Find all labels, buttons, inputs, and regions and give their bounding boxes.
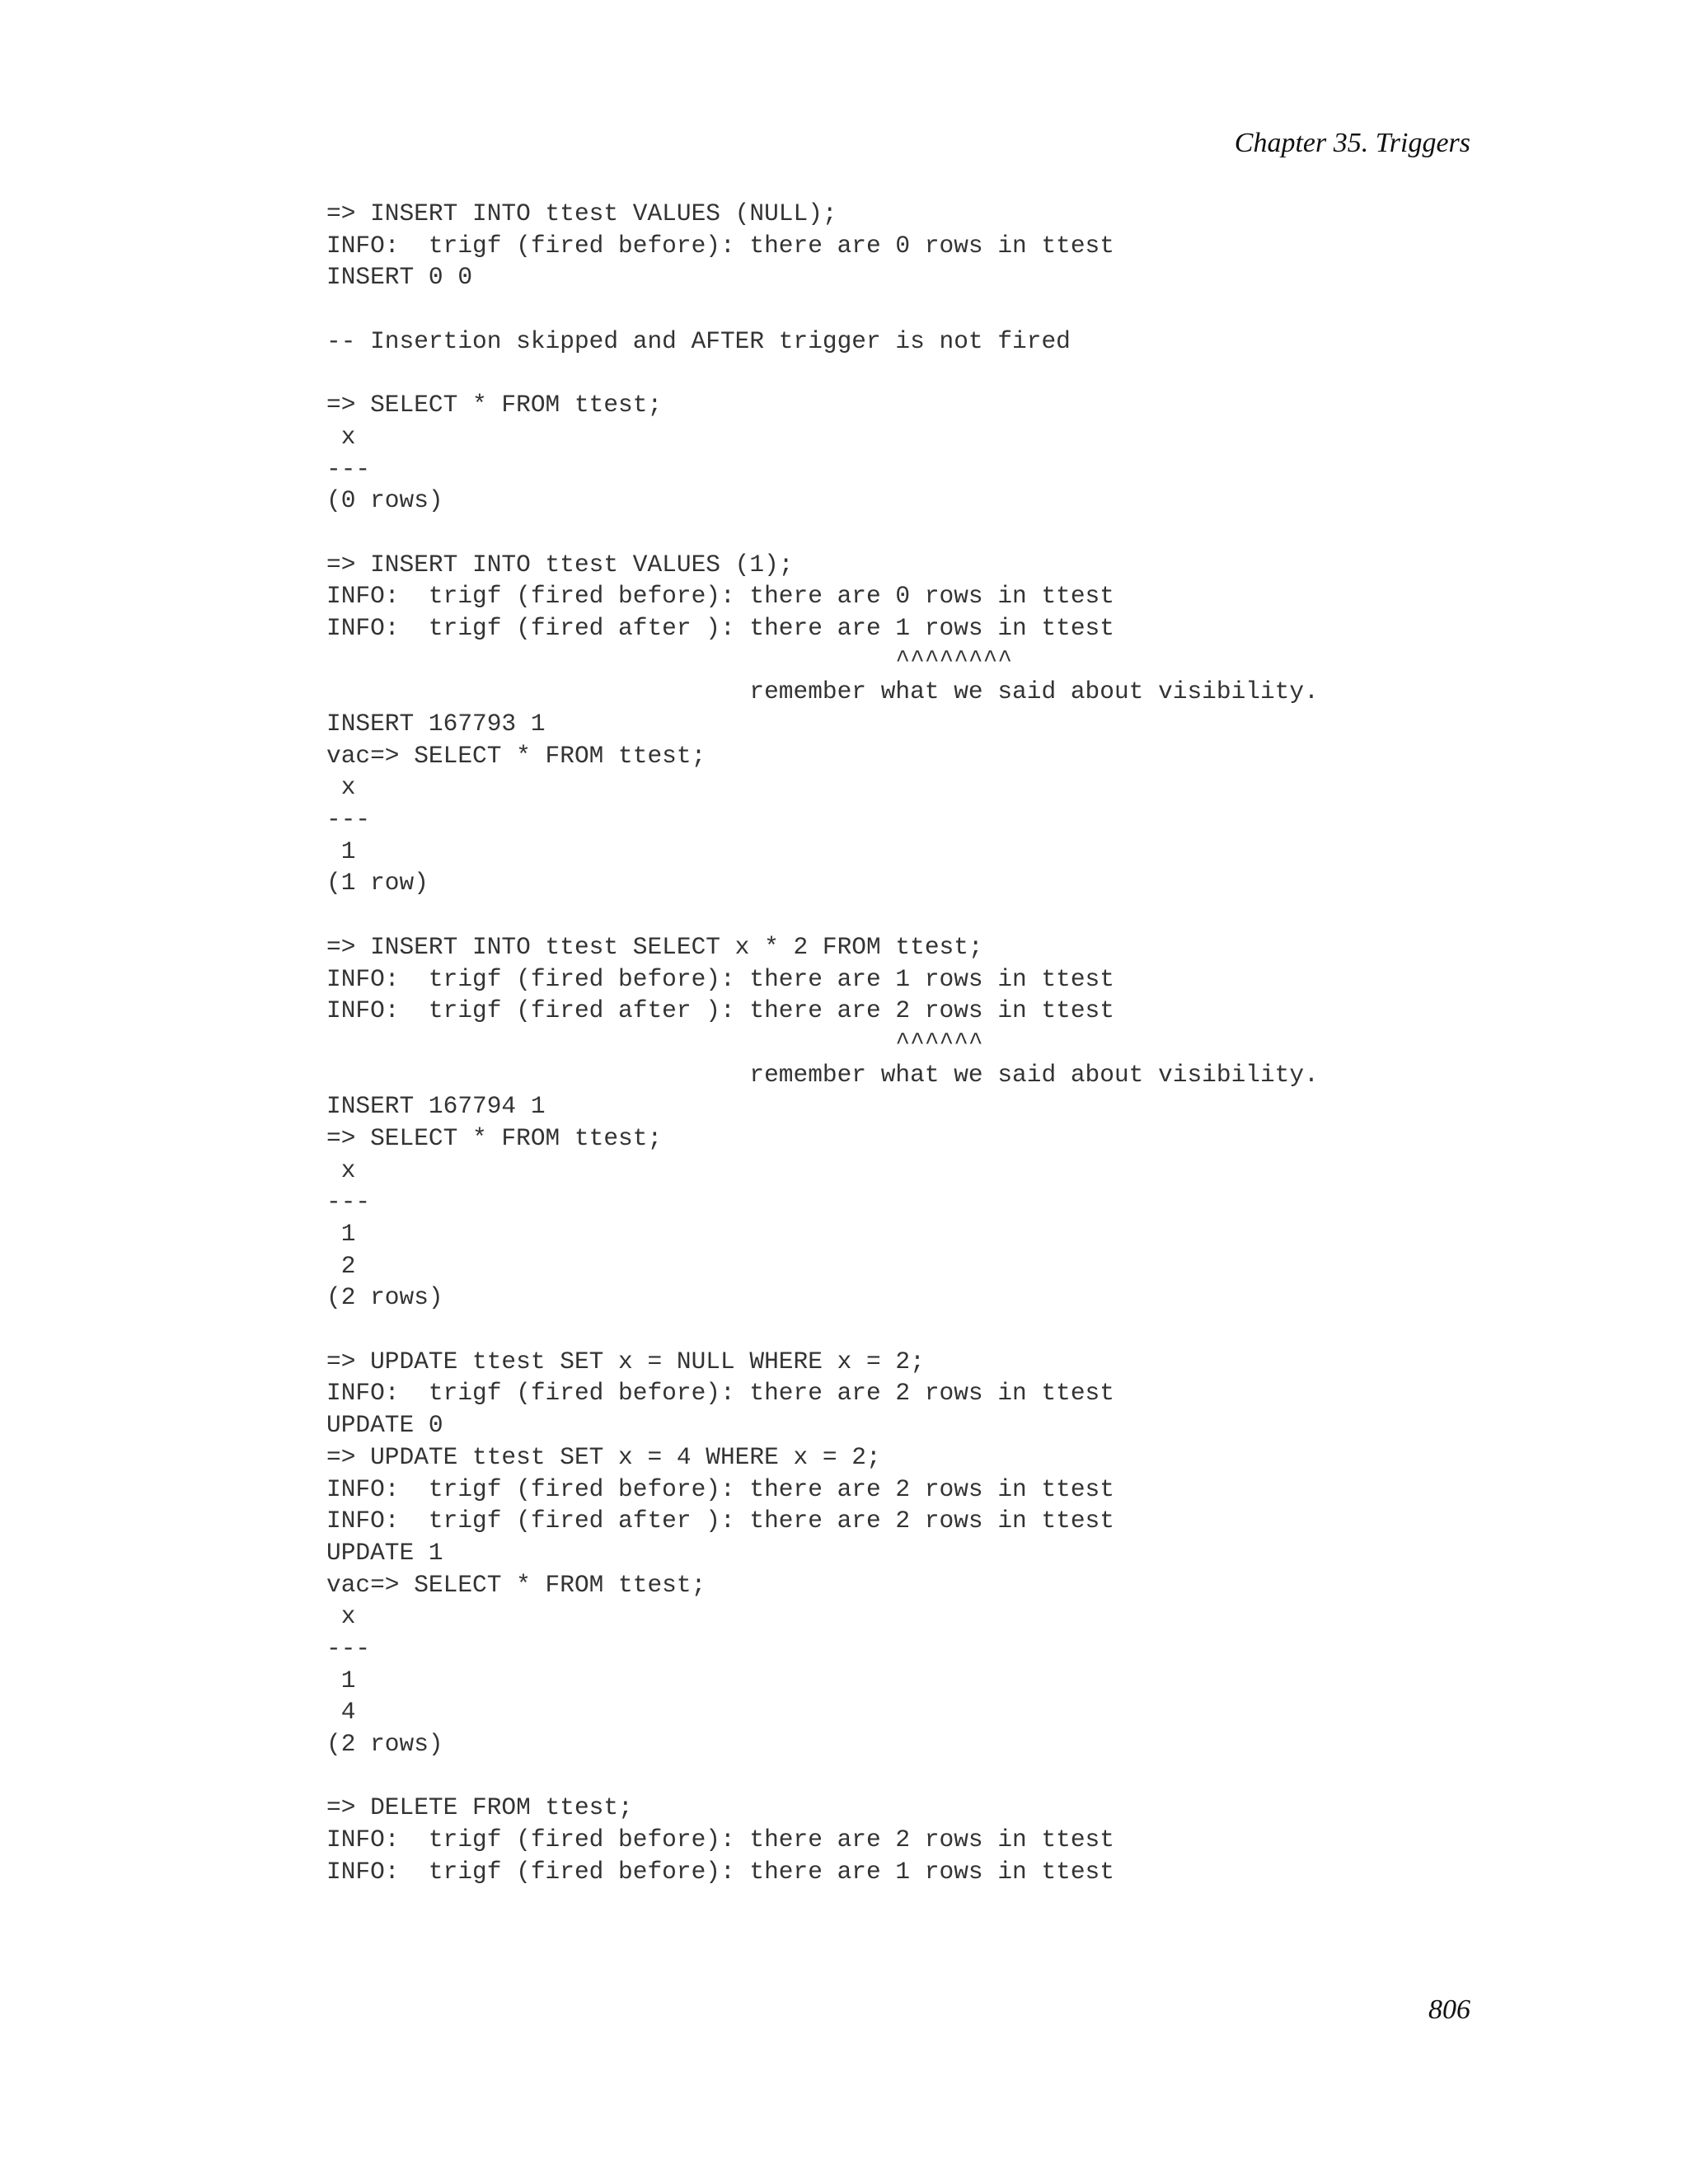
code-line [326,357,1319,389]
code-line: 1 [326,837,356,865]
code-line: => DELETE FROM ttest; [326,1793,633,1822]
code-line: x [326,1602,356,1631]
code-line: INFO: trigf (fired after ): there are 1 rows in ttest [326,613,1114,642]
code-line: --- [326,1188,371,1216]
code-line: x [326,422,356,451]
code-line: => SELECT * FROM ttest; [326,391,663,419]
code-line: => INSERT INTO ttest VALUES (1); [326,550,794,579]
code-line [326,899,1319,931]
code-line: --- [326,454,371,483]
code-line: INFO: trigf (fired before): there are 2 rows in ttest [326,1825,1114,1854]
code-line: => INSERT INTO ttest SELECT x * 2 FROM ttest; [326,932,983,961]
code-line: -- Insertion skipped and AFTER trigger is not fired [326,326,1071,355]
code-line: 4 [326,1698,356,1727]
code-line: vac=> SELECT * FROM ttest; [326,1570,706,1599]
code-line: INFO: trigf (fired before): there are 1 rows in ttest [326,964,1114,993]
code-line [326,1314,1319,1346]
code-line: => UPDATE ttest SET x = 4 WHERE x = 2; [326,1442,881,1471]
code-line: 2 [326,1251,356,1280]
code-line: => SELECT * FROM ttest; [326,1123,663,1152]
code-line [326,517,1319,549]
code-line: x [326,773,356,802]
code-line: INFO: trigf (fired before): there are 1 rows in ttest [326,1857,1114,1886]
code-line: x [326,1155,356,1184]
code-line: INFO: trigf (fired after ): there are 2 rows in ttest [326,1507,1114,1535]
code-line: INFO: trigf (fired after ): there are 2 rows in ttest [326,996,1114,1025]
code-line: INSERT 0 0 [326,263,473,292]
code-line: INFO: trigf (fired before): there are 0 rows in ttest [326,582,1114,611]
code-line: => UPDATE ttest SET x = NULL WHERE x = 2; [326,1347,925,1376]
code-line: ^^^^^^^^ [326,645,1013,674]
code-line: --- [326,1633,371,1662]
code-line: 1 [326,1220,356,1248]
code-line [326,1760,1319,1793]
code-line: vac=> SELECT * FROM ttest; [326,741,706,770]
code-line: INFO: trigf (fired before): there are 0 rows in ttest [326,231,1114,260]
code-line: (2 rows) [326,1283,443,1312]
code-line: (0 rows) [326,486,443,515]
code-line [326,293,1319,326]
code-listing [326,198,1319,1887]
page-number: 806 [1428,1994,1470,2025]
code-line: 1 [326,1666,356,1694]
code-line: INSERT 167793 1 [326,710,546,738]
code-line: remember what we said about visibility. [326,1060,1319,1089]
code-line: INFO: trigf (fired before): there are 2 rows in ttest [326,1474,1114,1503]
code-line: remember what we said about visibility. [326,677,1319,706]
code-line: => INSERT INTO ttest VALUES (NULL); [326,199,837,227]
code-line: (1 row) [326,869,429,898]
code-line: UPDATE 1 [326,1538,443,1567]
code-line: INFO: trigf (fired before): there are 2 rows in ttest [326,1379,1114,1408]
code-line: INSERT 167794 1 [326,1092,546,1121]
code-line: (2 rows) [326,1730,443,1758]
code-line: UPDATE 0 [326,1411,443,1440]
chapter-header: Chapter 35. Triggers [1234,128,1470,158]
code-line: --- [326,805,371,834]
code-line: ^^^^^^ [326,1028,983,1057]
